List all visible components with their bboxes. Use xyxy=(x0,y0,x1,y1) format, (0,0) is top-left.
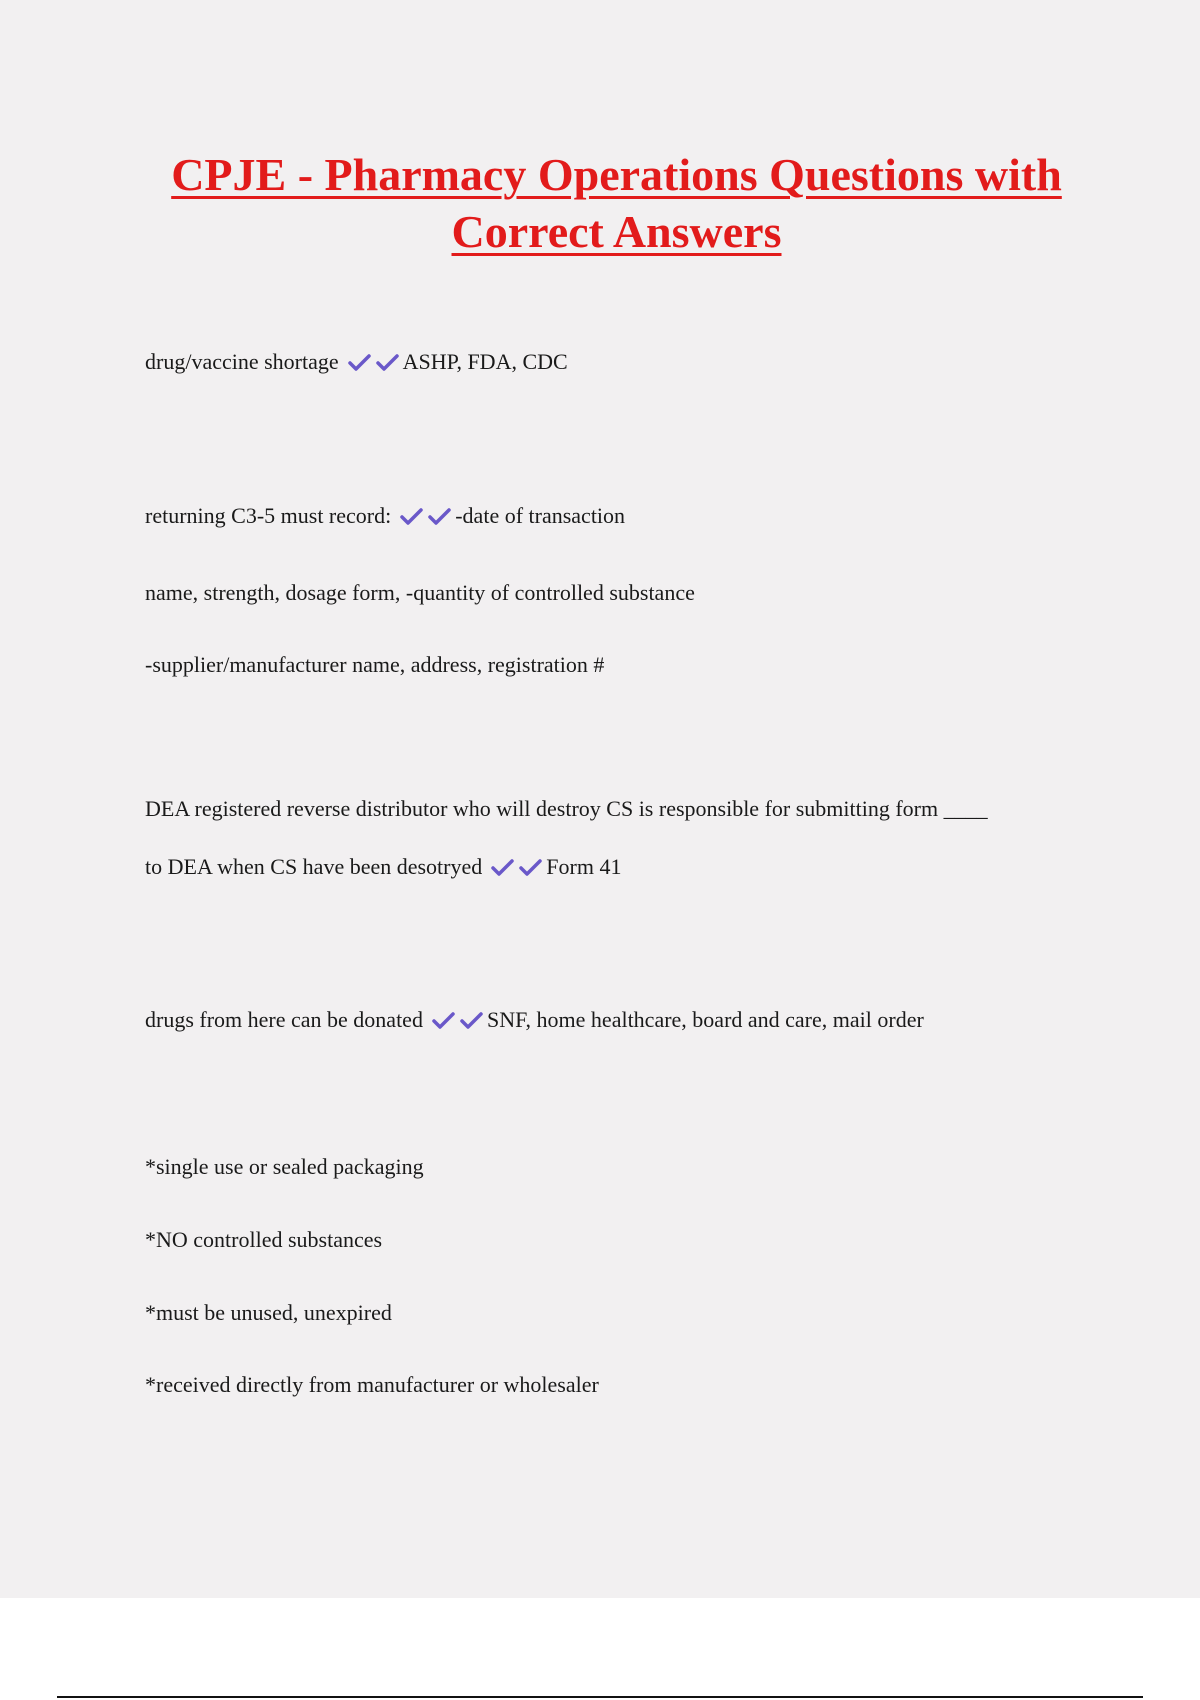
answer-text: SNF, home healthcare, board and care, mail order xyxy=(486,1007,924,1032)
answer-continuation-line: -supplier/manufacturer name, address, registration # xyxy=(145,652,605,677)
qa-entry-3 xyxy=(145,852,621,882)
question-text: returning C3-5 must record: xyxy=(145,503,392,528)
answer-bullet-line: *single use or sealed packaging xyxy=(145,1154,424,1179)
qa-entry-4 xyxy=(145,1005,924,1035)
answer-text: -date of transaction xyxy=(455,503,626,528)
double-check-icon xyxy=(399,506,453,526)
next-page-top-rule xyxy=(57,1696,1143,1698)
double-check-icon xyxy=(490,857,544,877)
answer-continuation-line: name, strength, dosage form, -quantity of controlled substance xyxy=(145,580,695,605)
qa-entry-1 xyxy=(145,347,568,377)
question-text: drugs from here can be donated xyxy=(145,1007,423,1032)
answer-bullet-line: *received directly from manufacturer or wholesaler xyxy=(145,1372,599,1397)
answer-bullet-line: *must be unused, unexpired xyxy=(145,1300,392,1325)
qa-entry-2 xyxy=(145,501,625,531)
double-check-icon xyxy=(347,352,401,372)
question-text: to DEA when CS have been desotryed xyxy=(145,854,483,879)
answer-text: ASHP, FDA, CDC xyxy=(402,349,568,374)
question-text: drug/vaccine shortage xyxy=(145,349,339,374)
document-title: CPJE - Pharmacy Operations Questions with Correct Answers xyxy=(171,149,1062,257)
double-check-icon xyxy=(431,1010,485,1030)
question-text-line: DEA registered reverse distributor who will destroy CS is responsible for submitting form ____ xyxy=(145,796,988,821)
answer-bullet-line: *NO controlled substances xyxy=(145,1227,383,1252)
answer-text: Form 41 xyxy=(546,854,622,879)
